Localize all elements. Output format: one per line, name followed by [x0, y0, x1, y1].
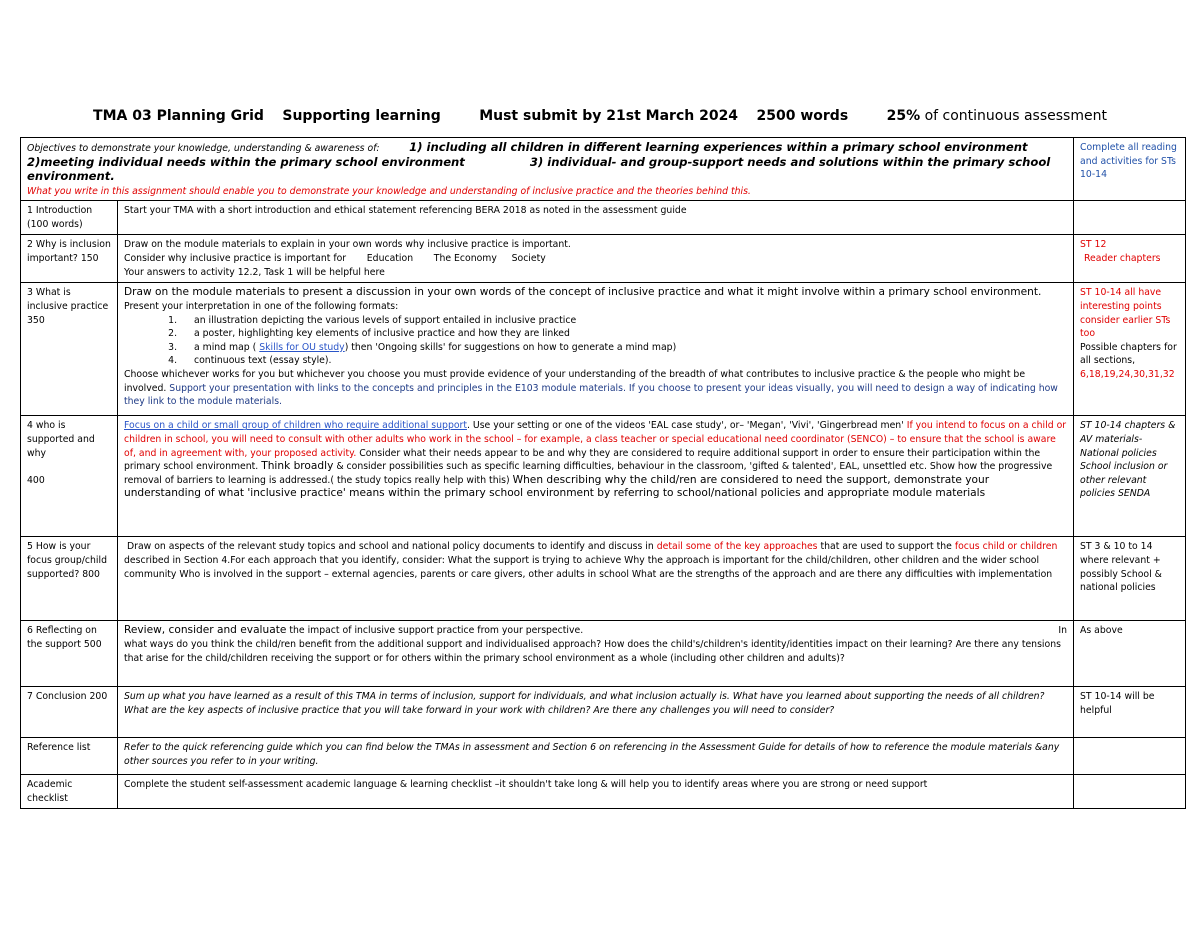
- focus-child-link[interactable]: Focus on a child or small group of children who require additional support: [124, 420, 467, 432]
- title-tma: TMA 03 Planning Grid: [93, 108, 264, 124]
- objectives-side-text: Complete all reading and activities for STs 10-14: [1080, 142, 1177, 181]
- why-label: 2 Why is inclusion important? 150: [21, 235, 118, 283]
- how-text: [118, 537, 1074, 621]
- format-item: 2. a poster, highlighting key elements of inclusive practice and how they are linked: [180, 327, 1067, 341]
- reflect-t1: the impact of inclusive support practice from your perspective.: [289, 625, 584, 637]
- who-t3: & consider possibilities such as specific learning difficulties, behaviour in the classroom, 'gifted & talented', EAL, unsettled etc. Show how the progressive removal of barriers to learning is addressed.( the study topics really help with this): [124, 461, 1053, 486]
- why-line-2: Consider why inclusive practice is important for Education The Economy Society: [124, 252, 546, 264]
- format-item: 4. continuous text (essay style).: [180, 354, 1067, 368]
- reference-text: Refer to the quick referencing guide which you can find below the TMAs in assessment and Section 6 on referencing in the Assessment Guide for details of how to reference the module materials &any other sources you refer to in your writing.: [118, 738, 1074, 775]
- why-side-st: ST 12: [1080, 239, 1107, 251]
- what-side: [1074, 283, 1186, 416]
- intro-label: 1 Introduction (100 words): [21, 201, 118, 235]
- conclusion-side: ST 10-14 will be helpful: [1074, 687, 1186, 738]
- how-focus-child: focus child or children: [954, 541, 1058, 553]
- why-text: [118, 235, 1074, 283]
- what-choose: Choose whichever works for you but whichever you choose you must provide evidence of your understanding of the breadth of what contributes to inclusive practice & the people who might be involved.: [124, 368, 1026, 394]
- row-what-inclusive: [21, 283, 1186, 416]
- who-t4: When describing why the child/ren are considered to need the support, demonstrate your understanding of what 'inclusive practice' means within the primary school environment by referring to school/national policies and appropriate module materials: [124, 473, 990, 500]
- reflect-lead: Review, consider and evaluate: [124, 624, 287, 637]
- objectives-side: [1074, 138, 1186, 201]
- why-side: [1074, 235, 1186, 283]
- row-who-supported: [21, 416, 1186, 537]
- title-assessment: of continuous assessment: [924, 108, 1107, 124]
- row-reflecting: [21, 621, 1186, 687]
- row-conclusion: [21, 687, 1186, 738]
- what-side-chapters: 6,18,19,24,30,31,32: [1080, 368, 1175, 380]
- how-t1: Draw on aspects of the relevant study topics and school and national policy documents to identify and discuss in: [126, 541, 654, 553]
- objective-2: 2)meeting individual needs within the primary school environment: [27, 154, 465, 169]
- who-consult-warning: If you intend to focus on a child or children in school, you will need to consult with other adults who work in the school – for example, a class teacher or special educational need coordinator (SENCO) – to ensure that the school is aware of, and in agreement with, your proposed activity.: [124, 420, 1067, 459]
- how-t3: described in Section 4.For each approach that you identify, consider: What the support is trying to achieve Why the approach is important for the child/children, other children and the wider school community Who is involved in the support – external agencies, parents or care givers, other adults in school What are the strengths of the approach and are there any difficulties with implementation: [124, 554, 1053, 580]
- conclusion-label: 7 Conclusion 200: [21, 687, 118, 738]
- who-text: [118, 416, 1074, 537]
- objectives-prefix: Objectives to demonstrate your knowledge, understanding & awareness of:: [27, 143, 380, 154]
- checklist-label: Academic checklist: [21, 775, 118, 809]
- document-title: [0, 108, 1200, 124]
- formats-list: [124, 314, 1067, 368]
- why-line-1: Draw on the module materials to explain in your own words why inclusive practice is important.: [124, 239, 571, 251]
- reflect-in: In: [1058, 625, 1067, 637]
- objective-1: 1) including all children in different learning experiences within a primary school environment: [409, 140, 1028, 154]
- title-module: Supporting learning: [282, 108, 441, 124]
- title-deadline: Must submit by 21st March 2024: [479, 108, 739, 124]
- skills-for-ou-study-link[interactable]: Skills for OU study: [259, 341, 345, 353]
- reference-side: [1074, 738, 1186, 775]
- row-introduction: [21, 201, 1186, 235]
- who-side: [1074, 416, 1186, 537]
- title-words: 2500 words: [756, 108, 849, 124]
- who-label: [21, 416, 118, 537]
- who-label-text: 4 who is supported and why: [27, 420, 95, 459]
- row-reference-list: [21, 738, 1186, 775]
- objectives-cell: [21, 138, 1074, 201]
- what-label: 3 What is inclusive practice 350: [21, 283, 118, 416]
- title-weight: 25%: [886, 108, 921, 124]
- who-words: 400: [27, 475, 45, 487]
- objectives-row: [21, 138, 1186, 201]
- row-why-inclusion: [21, 235, 1186, 283]
- format-item: 1. an illustration depicting the various levels of support entailed in inclusive practice: [180, 314, 1067, 328]
- why-line-3: Your answers to activity 12.2, Task 1 will be helpful here: [124, 266, 385, 278]
- reference-label: Reference list: [21, 738, 118, 775]
- row-academic-checklist: [21, 775, 1186, 809]
- what-side-red: ST 10-14 all have interesting points consider earlier STs too: [1080, 287, 1171, 340]
- reflect-t2: what ways do you think the child/ren benefit from the additional support and individualised approach? How does the child's/children's identity/identities impact on their learning? Are there any tensions that arise for the child/children receiving the support or for others within the primary school environment as a whole (including other children and adults)?: [124, 638, 1061, 664]
- why-side-reader: Reader chapters: [1084, 252, 1161, 264]
- what-text: [118, 283, 1074, 416]
- who-t1: . Use your setting or one of the videos 'EAL case study', or– 'Megan', 'Vivi', 'Gingerbread men': [467, 420, 904, 432]
- what-support: Support your presentation with links to the concepts and principles in the E103 module materials. If you choose to present your ideas visually, you will need to design a way of indicating how they link to the module materials.: [124, 382, 1058, 408]
- who-t2: Consider what their needs appear to be and why they are considered to require additional support in order to ensure their participation within the primary school environment.: [124, 447, 1041, 473]
- reflect-label: 6 Reflecting on the support 500: [21, 621, 118, 687]
- what-side-chapters-label: Possible chapters for all sections,: [1080, 341, 1177, 367]
- mindmap-post: ) then 'Ongoing skills' for suggestions on how to generate a mind map): [344, 341, 677, 353]
- mindmap-pre: a mind map (: [194, 341, 257, 353]
- format-item: [180, 341, 1067, 355]
- objectives-note: What you write in this assignment should enable you to demonstrate your knowledge and understanding of inclusive practice and the theories behind this.: [27, 185, 751, 197]
- intro-text: Start your TMA with a short introduction and ethical statement referencing BERA 2018 as noted in the assessment guide: [118, 201, 1074, 235]
- row-how-supported: [21, 537, 1186, 621]
- objective-3: 3) individual- and group-support needs and solutions within the primary school environment.: [27, 154, 1051, 184]
- intro-side: [1074, 201, 1186, 235]
- planning-grid: [20, 137, 1186, 809]
- how-key-approaches: detail some of the key approaches: [656, 541, 818, 553]
- reflect-side: As above: [1074, 621, 1186, 687]
- how-label: 5 How is your focus group/child supported? 800: [21, 537, 118, 621]
- what-formats-intro: Present your interpretation in one of the following formats:: [124, 300, 399, 312]
- who-broad: Think broadly: [261, 460, 334, 473]
- conclusion-text: Sum up what you have learned as a result of this TMA in terms of inclusion, support for individuals, and what inclusion actually is. What have you learned about supporting the needs of all children? What are the key aspects of inclusive practice that you will take forward in your work with children? Are there any challenges you will need to consider?: [118, 687, 1074, 738]
- checklist-side: [1074, 775, 1186, 809]
- checklist-text: Complete the student self-assessment academic language & learning checklist –it shouldn't take long & will help you to identify areas where you are strong or need support: [118, 775, 1074, 809]
- how-side: ST 3 & 10 to 14 where relevant + possibly School & national policies: [1074, 537, 1186, 621]
- who-side-text: ST 10-14 chapters & AV materials- National policies School inclusion or other relevant policies SENDA: [1080, 420, 1176, 500]
- reflect-text: [118, 621, 1074, 687]
- how-t2: that are used to support the: [820, 541, 952, 553]
- what-lead: Draw on the module materials to present a discussion in your own words of the concept of inclusive practice and what it might involve within a primary school environment.: [124, 286, 1042, 299]
